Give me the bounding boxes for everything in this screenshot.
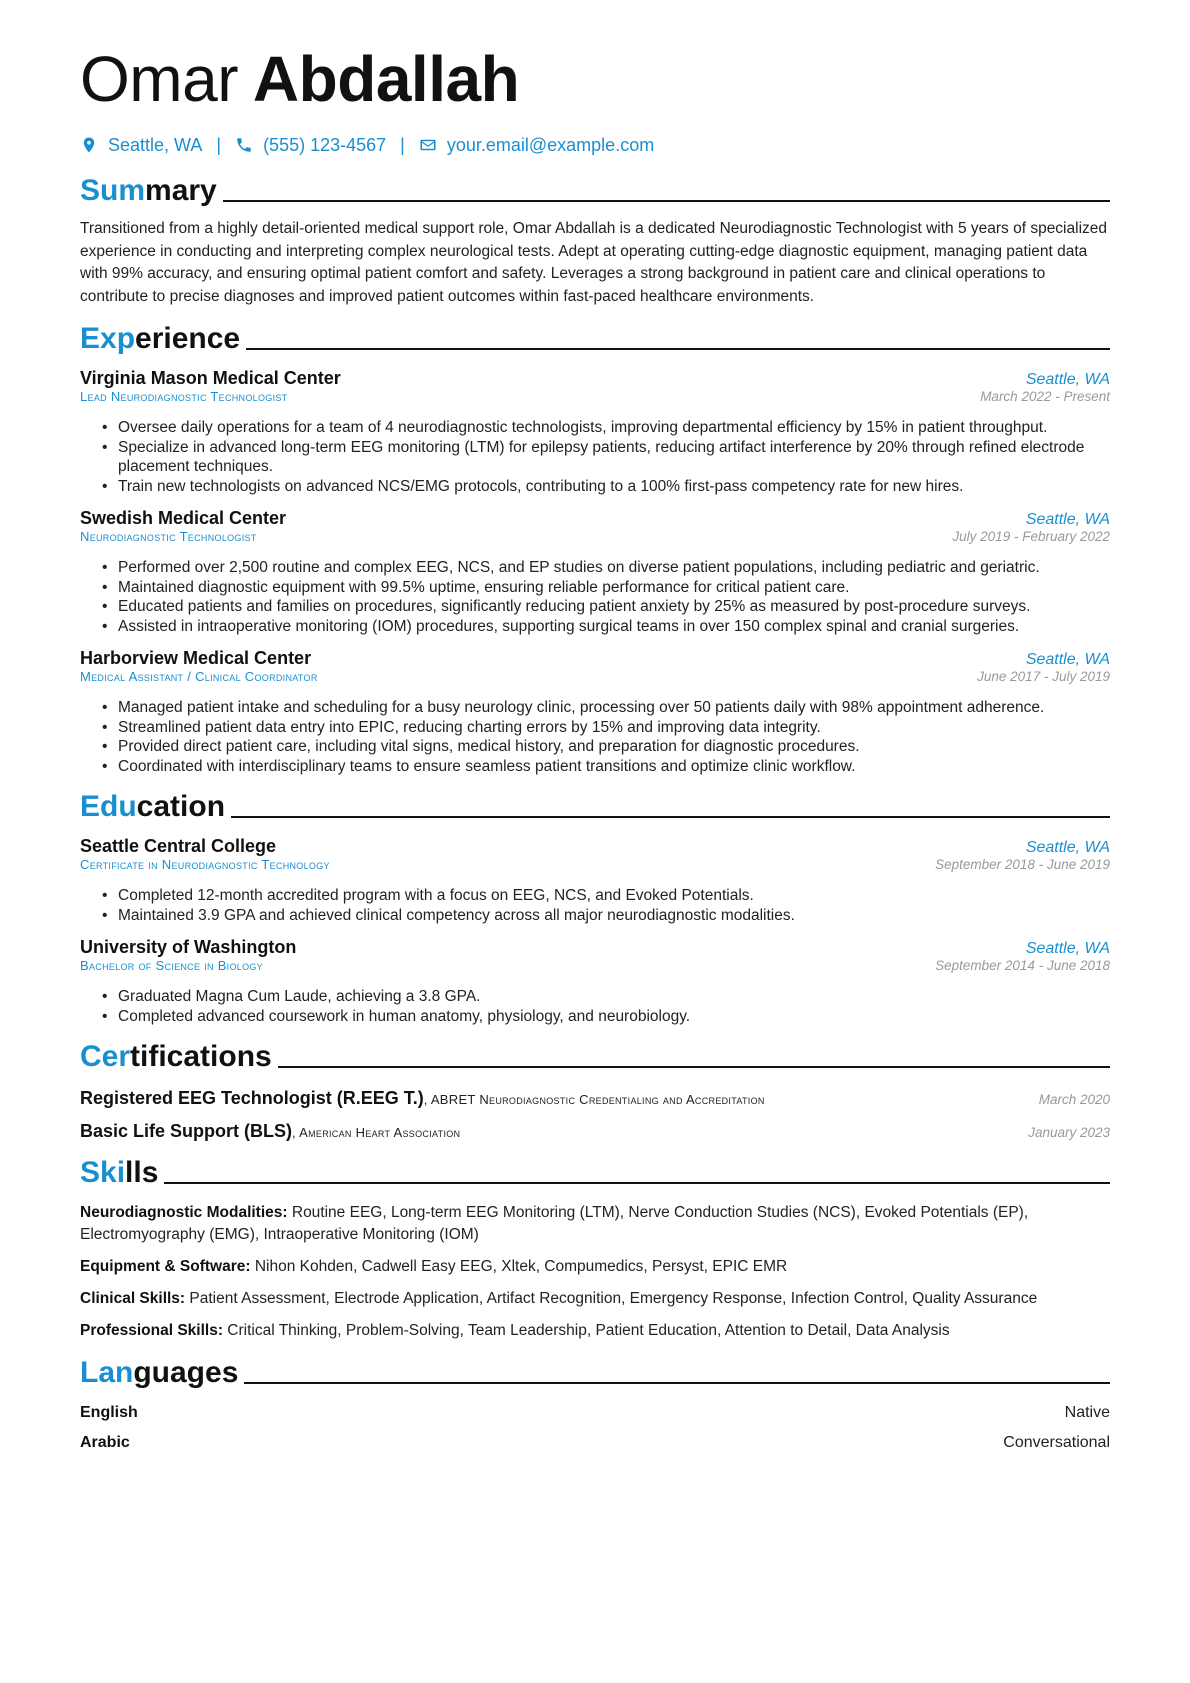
skill-values: Patient Assessment, Electrode Application, Artifact Recognition, Emergency Response, Infection Control, Quality Assurance (185, 1290, 1038, 1307)
skill-values: Critical Thinking, Problem-Solving, Team Leadership, Patient Education, Attention to Detail, Data Analysis (223, 1322, 950, 1339)
envelope-icon (419, 136, 437, 154)
map-pin-icon (80, 136, 98, 154)
contact-separator: | (400, 134, 405, 155)
section-rule (231, 816, 1110, 818)
bullet-list (80, 886, 1110, 925)
employer-name: Virginia Mason Medical Center (80, 368, 341, 388)
bullet-item: • Coordinated with interdisciplinary teams to ensure seamless patient transitions and optimize clinic workflow. (118, 757, 1110, 777)
certification-name: Basic Life Support (BLS) (80, 1121, 293, 1141)
job-dates: March 2022 - Present (980, 389, 1110, 404)
section-rule (223, 200, 1110, 202)
bullet-item: • Maintained diagnostic equipment with 99.5% uptime, ensuring reliable performance for critical patient care. (118, 578, 1110, 598)
experience-heading (80, 320, 1110, 358)
section-title-rest: lls (125, 1156, 159, 1189)
language-item (80, 1434, 1110, 1452)
last-name: Abdallah (252, 43, 520, 115)
bullet-item: • Maintained 3.9 GPA and achieved clinical competency across all major neurodiagnostic modalities. (118, 906, 1110, 926)
skill-label: Equipment & Software: (80, 1258, 251, 1275)
section-title-rest: mary (145, 174, 217, 207)
section-title-accent: Edu (80, 790, 137, 823)
skill-label: Clinical Skills: (80, 1290, 186, 1307)
language-level: Native (1064, 1404, 1110, 1421)
section-title (80, 320, 240, 358)
employer-name: Harborview Medical Center (80, 648, 312, 668)
bullet-item: • Specialize in advanced long-term EEG monitoring (LTM) for epilepsy patients, reducing artifact interference by 20% through refined electrode placement techniques. (118, 438, 1110, 477)
study-dates: September 2018 - June 2019 (935, 857, 1110, 872)
bullet-item: • Managed patient intake and scheduling for a busy neurology clinic, processing over 50 patients daily with 98% appointment adherence. (118, 698, 1110, 718)
section-title-accent: Ski (80, 1156, 126, 1189)
employer-name: Swedish Medical Center (80, 508, 287, 528)
school-name: Seattle Central College (80, 836, 277, 856)
bullet-list (80, 987, 1110, 1026)
bullet-item: • Train new technologists on advanced NCS/EMG protocols, contributing to a 100% first-pass competency rate for new hires. (118, 477, 1110, 497)
bullet-item: • Assisted in intraoperative monitoring (IOM) procedures, supporting surgical teams in over 150 complex spinal and cranial surgeries. (118, 617, 1110, 637)
section-title (80, 172, 217, 210)
section-title (80, 788, 225, 826)
contact-email[interactable] (419, 135, 654, 156)
section-title (80, 1354, 238, 1392)
certification-date: March 2020 (1038, 1092, 1110, 1107)
skill-values: Nihon Kohden, Cadwell Easy EEG, Xltek, Compumedics, Persyst, EPIC EMR (250, 1258, 788, 1275)
study-dates: September 2014 - June 2018 (935, 958, 1110, 973)
skills-heading (80, 1154, 1110, 1192)
phone-icon (235, 136, 253, 154)
contact-separator: | (216, 134, 222, 155)
section-title-rest: erience (135, 322, 241, 355)
job-title: Lead Neurodiagnostic Technologist (80, 389, 288, 404)
certification-issuer: , ABRET Neurodiagnostic Credentialing and Accreditation (423, 1092, 765, 1107)
contact-location (80, 135, 202, 156)
section-title (80, 1038, 272, 1076)
language-level: Conversational (1003, 1434, 1110, 1451)
experience-entry (80, 508, 1110, 636)
section-rule (244, 1382, 1110, 1384)
language-name: English (80, 1404, 138, 1421)
skill-values: Routine EEG, Long-term EEG Monitoring (LTM), Nerve Conduction Studies (NCS), Evoked Potentials (EP), Electromyography (EMG), Intraoperative Monitoring (IOM) (80, 1204, 1029, 1243)
skill-group (80, 1256, 1110, 1278)
language-item (80, 1404, 1110, 1422)
certification-issuer: , American Heart Association (292, 1125, 461, 1140)
job-location: Seattle, WA (1025, 651, 1110, 668)
bullet-item: • Educated patients and families on procedures, significantly reducing patient anxiety by 25% as measured by post-procedure surveys. (118, 597, 1110, 617)
phone-text: (555) 123-4567 (263, 134, 387, 155)
section-rule (278, 1066, 1110, 1068)
section-title (80, 1154, 158, 1192)
bullet-item: • Completed 12-month accredited program with a focus on EEG, NCS, and Evoked Potentials. (118, 886, 1110, 906)
degree-title: Bachelor of Science in Biology (80, 958, 263, 973)
bullet-list (80, 418, 1110, 496)
certification-name: Registered EEG Technologist (R.EEG T.) (80, 1088, 424, 1108)
experience-entry (80, 648, 1110, 776)
section-title-accent: Lan (80, 1356, 134, 1389)
skill-label: Neurodiagnostic Modalities: (80, 1204, 288, 1221)
job-dates: July 2019 - February 2022 (952, 529, 1110, 544)
bullet-list (80, 698, 1110, 776)
certification-date: January 2023 (1028, 1125, 1110, 1140)
bullet-item: • Completed advanced coursework in human anatomy, physiology, and neurobiology. (118, 1007, 1110, 1027)
school-name: University of Washington (80, 937, 297, 957)
first-name: Omar (80, 43, 238, 115)
languages-heading (80, 1354, 1110, 1392)
skill-label: Professional Skills: (80, 1322, 223, 1339)
education-heading (80, 788, 1110, 826)
section-rule (164, 1182, 1110, 1184)
language-name: Arabic (80, 1434, 130, 1451)
section-title-accent: Sum (80, 174, 146, 207)
bullet-item: • Streamlined patient data entry into EPIC, reducing charting errors by 15% and improving data integrity. (118, 718, 1110, 738)
bullet-item: • Provided direct patient care, including vital signs, medical history, and preparation for diagnostic procedures. (118, 737, 1110, 757)
location-text: Seattle, WA (108, 134, 203, 155)
summary-text: Transitioned from a highly detail-oriented medical support role, Omar Abdallah is a dedicated Neurodiagnostic Technologist with 5 years of specialized experience in conducting and interpreting complex neurological tests. Adept at operating cutting-edge diagnostic equipment, managing patient data with 99% accuracy, and ensuring optimal patient comfort and safety. Leverages a strong background in patient care and clinical operations to contribute to precise diagnoses and improved patient outcomes within fast-paced healthcare environments. (80, 220, 1108, 305)
school-location: Seattle, WA (1025, 940, 1110, 957)
email-link[interactable]: your.email@example.com (446, 134, 655, 155)
candidate-name (80, 40, 1110, 118)
skill-group (80, 1320, 1110, 1342)
job-dates: June 2017 - July 2019 (977, 669, 1110, 684)
certifications-heading (80, 1038, 1110, 1076)
summary-heading (80, 172, 1110, 210)
job-title: Medical Assistant / Clinical Coordinator (80, 669, 318, 684)
bullet-item: • Performed over 2,500 routine and complex EEG, NCS, and EP studies on diverse patient populations, including pediatric and geriatric. (118, 558, 1110, 578)
bullet-item: • Oversee daily operations for a team of 4 neurodiagnostic technologists, improving departmental efficiency by 15% in patient throughput. (118, 418, 1110, 438)
section-title-rest: tifications (130, 1040, 272, 1073)
degree-title: Certificate in Neurodiagnostic Technology (80, 857, 330, 872)
job-location: Seattle, WA (1025, 511, 1110, 528)
education-entry (80, 836, 1110, 925)
certification-item (80, 1121, 1110, 1142)
experience-entry (80, 368, 1110, 496)
job-location: Seattle, WA (1025, 371, 1110, 388)
section-title-rest: cation (136, 790, 226, 823)
contact-bar (80, 132, 1110, 158)
job-title: Neurodiagnostic Technologist (80, 529, 257, 544)
section-title-accent: Exp (80, 322, 136, 355)
section-rule (246, 348, 1110, 350)
skill-group (80, 1288, 1110, 1310)
contact-phone[interactable] (235, 135, 386, 156)
bullet-list (80, 558, 1110, 636)
education-entry (80, 937, 1110, 1026)
school-location: Seattle, WA (1025, 839, 1110, 856)
bullet-item: • Graduated Magna Cum Laude, achieving a 3.8 GPA. (118, 987, 1110, 1007)
section-title-rest: guages (133, 1356, 239, 1389)
skill-group (80, 1202, 1110, 1246)
certification-item (80, 1088, 1110, 1109)
section-title-accent: Cer (80, 1040, 131, 1073)
